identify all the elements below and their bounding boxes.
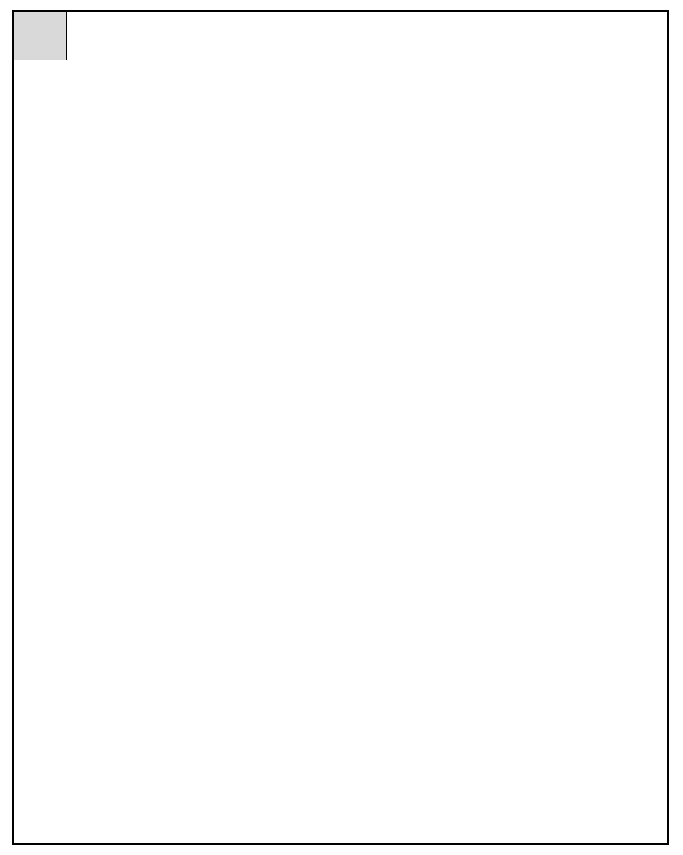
month-header-cell xyxy=(12,10,67,60)
clinic-calendar xyxy=(12,10,669,845)
calendar-frame xyxy=(12,10,669,845)
